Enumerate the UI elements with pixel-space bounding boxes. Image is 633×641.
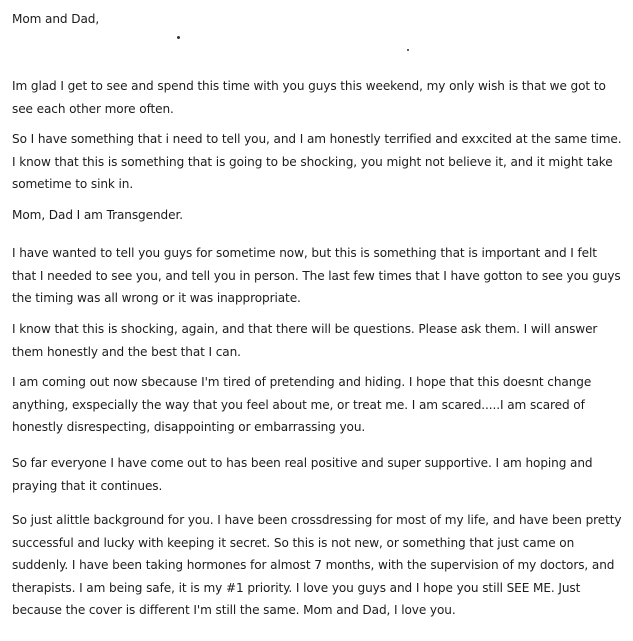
letter-paragraph-2: So I have something that i need to tell you, and I am honestly terrified and exxcited at the same time. I know that this is something that is going to be shocking, you might not believe it, and it might take sometime to sink in.: [12, 132, 622, 192]
letter-paragraph-1: Im glad I get to see and spend this time with you guys this weekend, my only wish is that we got to see each other more often.: [12, 79, 606, 116]
letter-paragraph-4: I have wanted to tell you guys for sometime now, but this is something that is important and I felt that I needed to see you, and tell you in person. The last few times that I have gotton to see you guys the timing was all wrong or it was inappropriate.: [12, 246, 621, 306]
letter-greeting: Mom and Dad,: [12, 12, 100, 26]
letter-paragraph-5: I know that this is shocking, again, and that there will be questions. Please ask them. I will answer them honestly and the best that I can.: [12, 322, 598, 359]
scan-speck: [407, 49, 409, 51]
letter-paragraph-3: Mom, Dad I am Transgender.: [12, 208, 183, 222]
letter-paragraph-7: So far everyone I have come out to has been real positive and super supportive. I am hoping and praying that it continues.: [12, 456, 593, 493]
letter-paragraph-6: I am coming out now sbecause I'm tired of pretending and hiding. I hope that this doesnt change anything, exspecially the way that you feel about me, or treat me. I am scared.....I am scared of honestly disrespecting, disappointing or embarrassing you.: [12, 375, 592, 435]
letter-paragraph-8: So just alittle background for you. I have been crossdressing for most of my life, and have been pretty successful and lucky with keeping it secret. So this is not new, or something that just came on suddenly. I have been taking hormones for almost 7 months, with the supervision of my doctors, and therapists. I am being safe, it is my #1 priority. I love you guys and I hope you still SEE ME. Just because the cover is different I'm still the same. Mom and Dad, I love you.: [12, 513, 622, 618]
scan-speck: [177, 36, 180, 39]
